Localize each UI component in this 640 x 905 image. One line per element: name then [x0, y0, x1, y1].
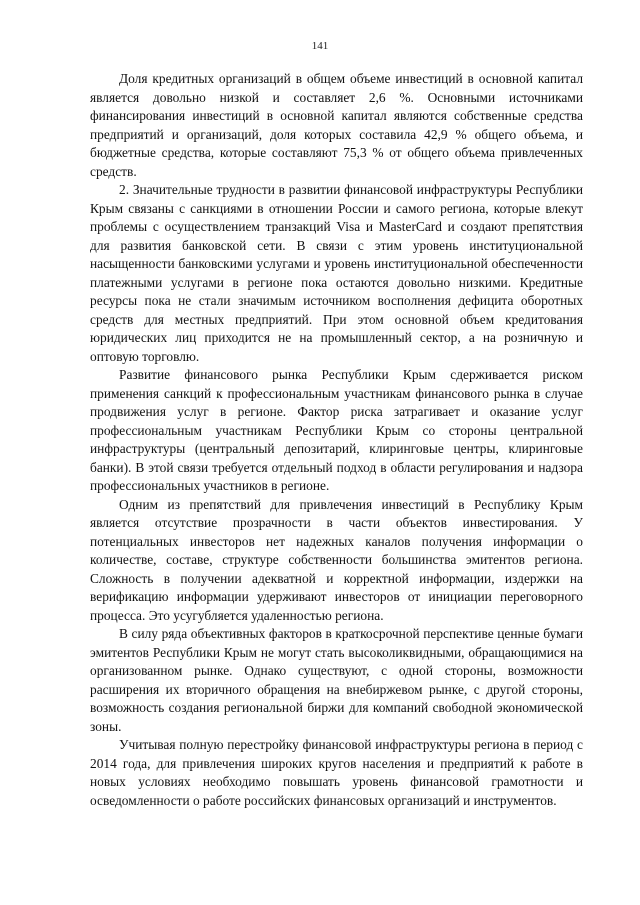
- paragraph-credit-share: Доля кредитных организаций в общем объеме инвестиций в основной капитал является довольно низкой и составляет 2,6 %. Основными источниками финансирования инвестиций в основной капитал являются собственные средства предприятий и организаций, доля которых составила 42,9 % общего объема, и бюджетные средства, которые составляют 75,3 % от общего объема привлеченных средств.: [90, 71, 583, 179]
- paragraph-transparency-obstacle: Одним из препятствий для привлечения инвестиций в Республику Крым является отсутствие прозрачности в части объектов инвестирования. У потенциальных инвесторов нет надежных каналов получения информации о количестве, составе, структуре собственности большинства эмитентов региона. Сложность в получении адекватной и корректной информации, издержки на верификацию информации удерживают инвесторов от инициации переговорного процесса. Это усугубляется удаленностью региона.: [90, 496, 583, 623]
- page-number: 141: [311, 40, 329, 52]
- paragraph-sanctions-difficulties: 2. Значительные трудности в развитии финансовой инфраструктуры Республики Крым связаны с санкциями в отношении России и самого региона, которые влекут проблемы с осуществлением транзакций Visa и MasterCard и создают препятствия для развития банковской сети. В связи с этим уровень институциональной насыщенности банковскими услугами и уровень институциональной обеспеченности платежными услугами в регионе пока остаются довольно низкими. Кредитные ресурсы пока не стали значимым источником восполнения дефицита оборотных средств для местных предприятий. При этом основной объем кредитования юридических лиц приходится не на промышленный сектор, а на розничную и оптовую торговлю.: [90, 182, 583, 364]
- paragraph-securities-liquidity: В силу ряда объективных факторов в краткосрочной перспективе ценные бумаги эмитентов Республики Крым не могут стать высоколиквидными, обращающимися на организованном рынке. Однако существуют, с одной стороны, возможности расширения их вторичного обращения на внебиржевом рынке, с другой стороны, возможность создания региональной биржи для компаний свободной экономической зоны.: [90, 626, 583, 734]
- paragraph-financial-market-risk: Развитие финансового рынка Республики Крым сдерживается риском применения санкций к профессиональным участникам финансового рынка в случае продвижения услуг в регионе. Фактор риска затрагивает и оказание услуг профессиональным участникам Республики Крым со стороны центральной инфраструктуры (центральный депозитарий, клиринговые центры, клиринговые банки). В этой связи требуется отдельный подход в области регулирования и надзора профессиональных участников в регионе.: [90, 367, 583, 493]
- document-body: [90, 70, 583, 810]
- paragraph-financial-literacy: Учитывая полную перестройку финансовой инфраструктуры региона в период с 2014 года, для привлечения широких кругов населения и предприятий к работе в новых условиях необходимо повышать уровень финансовой грамотности и осведомленности о работе российских финансовых организаций и инструментов.: [90, 737, 583, 808]
